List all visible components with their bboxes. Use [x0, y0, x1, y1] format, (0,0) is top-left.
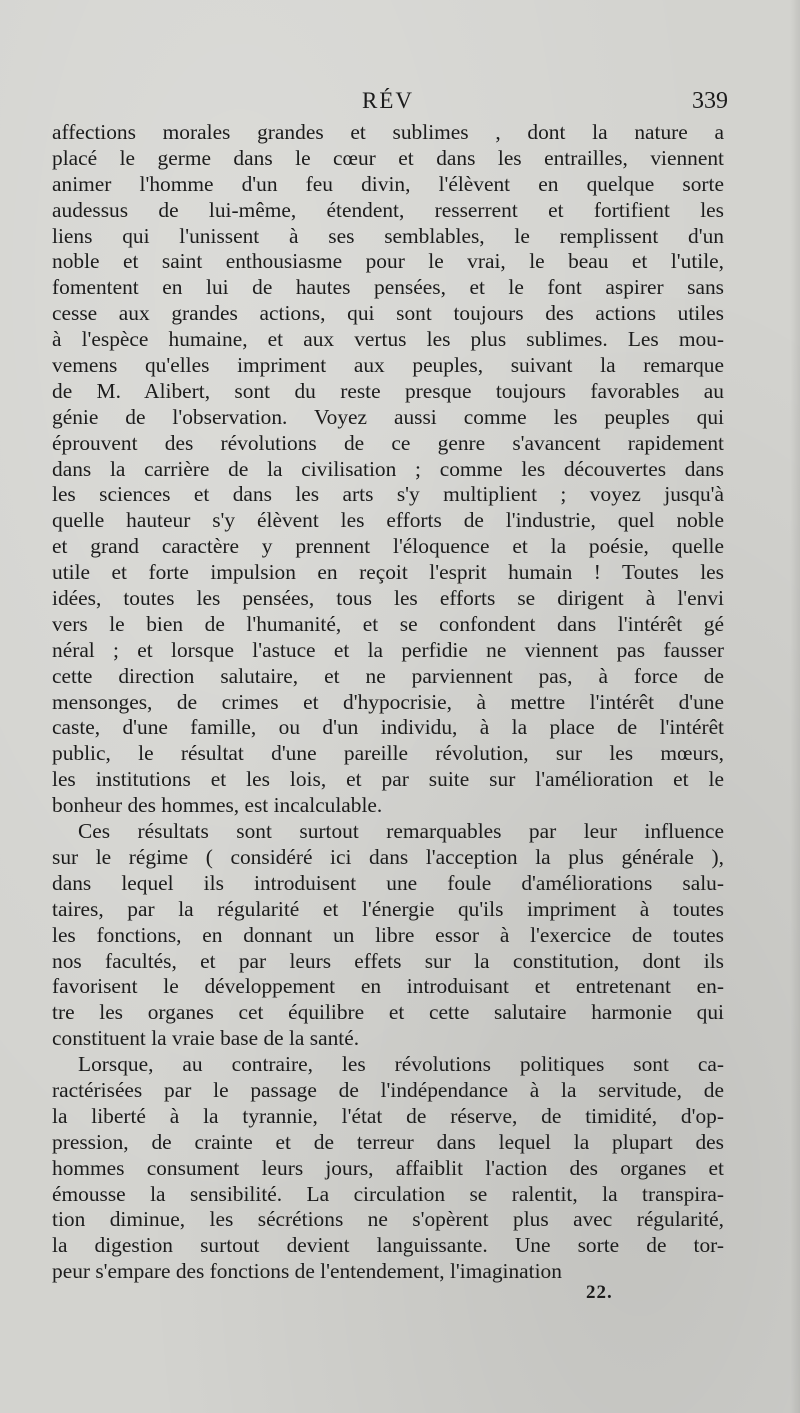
- text-line: constituent la vraie base de la santé.: [52, 1026, 360, 1051]
- text-line: sur le régime ( considéré ici dans l'acception la plus générale ),: [52, 844, 724, 869]
- text-line: audessus de lui-même, étendent, resserrent et fortifient les: [52, 197, 724, 222]
- text-line: liens qui l'unissent à ses semblables, le remplissent d'un: [52, 223, 724, 248]
- text-line: éprouvent des révolutions de ce genre s'avancent rapidement: [52, 430, 724, 455]
- text-line: à l'espèce humaine, et aux vertus les plus sublimes. Les mou-: [52, 327, 724, 352]
- text-line: peur s'empare des fonctions de l'entendement, l'imagination: [52, 1259, 562, 1284]
- text-line: néral ; et lorsque l'astuce et la perfidie ne viennent pas fausser: [52, 637, 724, 662]
- text-line: taires, par la régularité et l'énergie qu'ils impriment à toutes: [52, 896, 724, 921]
- text-line: animer l'homme d'un feu divin, l'élèvent en quelque sorte: [52, 171, 724, 196]
- text-line: tre les organes cet équilibre et cette salutaire harmonie qui: [52, 1000, 724, 1025]
- paragraph: [52, 1052, 724, 1285]
- text-line: la liberté à la tyrannie, l'état de réserve, de timidité, d'op-: [52, 1103, 724, 1128]
- text-line: idées, toutes les pensées, tous les efforts se dirigent à l'envi: [52, 586, 724, 611]
- text-line: favorisent le développement en introduisant et entretenant en-: [52, 974, 724, 999]
- running-head: RÉV: [362, 88, 414, 113]
- text-line: tion diminue, les sécrétions ne s'opèrent plus avec régularité,: [52, 1207, 724, 1232]
- signature-mark: 22.: [586, 1282, 613, 1303]
- page-number: 339: [692, 88, 728, 114]
- text-line: Ces résultats sont surtout remarquables par leur influence: [78, 819, 724, 844]
- text-line: placé le germe dans le cœur et dans les entrailles, viennent: [52, 145, 724, 170]
- text-line: cette direction salutaire, et ne parviennent pas, à force de: [52, 663, 724, 688]
- text-line: nos facultés, et par leurs effets sur la constitution, dont ils: [52, 948, 724, 973]
- text-line: caste, d'une famille, ou d'un individu, à la place de l'intérêt: [52, 715, 724, 740]
- paragraph: [52, 120, 724, 819]
- text-line: de M. Alibert, sont du reste presque toujours favorables au: [52, 378, 724, 403]
- text-line: les fonctions, en donnant un libre essor à l'exercice de toutes: [52, 922, 724, 947]
- text-line: utile et forte impulsion en reçoit l'esprit humain ! Toutes les: [52, 560, 724, 585]
- text-line: vemens qu'elles impriment aux peuples, suivant la remarque: [52, 353, 724, 378]
- text-line: fomentent en lui de hautes pensées, et le font aspirer sans: [52, 275, 724, 300]
- body-text: [52, 120, 724, 1285]
- paragraph: [52, 819, 724, 1052]
- text-line: ractérisées par le passage de l'indépendance à la servitude, de: [52, 1077, 724, 1102]
- text-line: affections morales grandes et sublimes , dont la nature a: [52, 120, 724, 144]
- text-line: la digestion surtout devient languissante. Une sorte de tor-: [52, 1233, 724, 1258]
- text-line: pression, de crainte et de terreur dans lequel la plupart des: [52, 1129, 724, 1154]
- text-line: et grand caractère y prennent l'éloquence et la poésie, quelle: [52, 534, 724, 559]
- text-line: les sciences et dans les arts s'y multiplient ; voyez jusqu'à: [52, 482, 724, 507]
- text-line: dans lequel ils introduisent une foule d'améliorations salu-: [52, 870, 724, 895]
- text-line: génie de l'observation. Voyez aussi comme les peuples qui: [52, 404, 724, 429]
- text-line: noble et saint enthousiasme pour le vrai, le beau et l'utile,: [52, 249, 724, 274]
- text-line: cesse aux grandes actions, qui sont toujours des actions utiles: [52, 301, 724, 326]
- text-line: vers le bien de l'humanité, et se confondent dans l'intérêt gé: [52, 611, 724, 636]
- page-header: [52, 88, 728, 122]
- text-line: public, le résultat d'une pareille révolution, sur les mœurs,: [52, 741, 724, 766]
- text-line: émousse la sensibilité. La circulation se ralentit, la transpira-: [52, 1181, 724, 1206]
- text-line: dans la carrière de la civilisation ; comme les découvertes dans: [52, 456, 724, 481]
- text-line: hommes consument leurs jours, affaiblit l'action des organes et: [52, 1155, 724, 1180]
- page-edge-shadow: [790, 0, 800, 1413]
- text-line: les institutions et les lois, et par suite sur l'amélioration et le: [52, 767, 724, 792]
- text-line: bonheur des hommes, est incalculable.: [52, 793, 383, 818]
- text-line: mensonges, de crimes et d'hypocrisie, à mettre l'intérêt d'une: [52, 689, 724, 714]
- text-line: Lorsque, au contraire, les révolutions politiques sont ca-: [78, 1052, 724, 1077]
- text-line: quelle hauteur s'y élèvent les efforts de l'industrie, quel noble: [52, 508, 724, 533]
